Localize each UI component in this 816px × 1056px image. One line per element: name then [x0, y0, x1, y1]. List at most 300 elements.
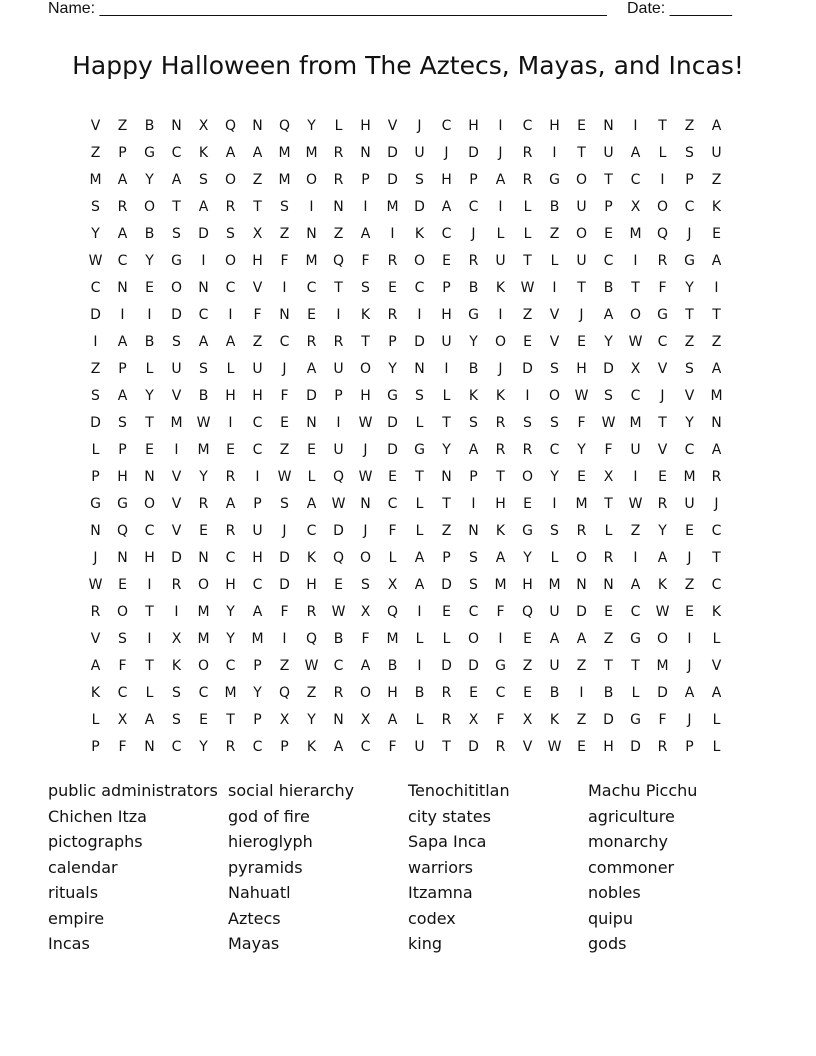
grid-letter[interactable]: I — [282, 630, 287, 647]
grid-letter[interactable]: A — [252, 144, 263, 161]
grid-letter[interactable]: T — [442, 738, 451, 755]
grid-letter[interactable]: X — [198, 117, 209, 134]
grid-letter[interactable]: S — [361, 279, 370, 296]
grid-letter[interactable]: A — [90, 657, 101, 674]
grid-letter[interactable]: W — [304, 657, 319, 674]
grid-letter[interactable]: T — [658, 117, 667, 134]
grid-letter[interactable]: R — [576, 522, 587, 539]
grid-letter[interactable]: Z — [279, 225, 290, 242]
grid-letter[interactable]: V — [387, 117, 398, 134]
grid-letter[interactable]: G — [630, 630, 641, 647]
grid-letter[interactable]: J — [417, 117, 422, 134]
grid-letter[interactable]: N — [360, 495, 371, 512]
grid-letter[interactable]: A — [495, 171, 506, 188]
grid-letter[interactable]: X — [630, 198, 641, 215]
grid-letter[interactable]: H — [441, 171, 452, 188]
grid-letter[interactable]: U — [252, 522, 263, 539]
grid-letter[interactable]: E — [577, 738, 586, 755]
grid-letter[interactable]: J — [363, 441, 368, 458]
grid-letter[interactable]: L — [145, 360, 154, 377]
grid-letter[interactable]: V — [549, 333, 560, 350]
grid-letter[interactable]: Y — [91, 225, 100, 242]
grid-letter[interactable]: K — [306, 549, 317, 566]
grid-letter[interactable]: P — [604, 198, 613, 215]
grid-letter[interactable]: L — [550, 252, 559, 269]
grid-letter[interactable]: D — [468, 144, 479, 161]
grid-letter[interactable]: A — [360, 225, 371, 242]
grid-letter[interactable]: X — [522, 711, 533, 728]
grid-letter[interactable]: T — [577, 279, 586, 296]
grid-letter[interactable]: N — [333, 198, 344, 215]
grid-letter[interactable]: R — [522, 441, 533, 458]
grid-letter[interactable]: O — [575, 225, 588, 242]
grid-letter[interactable]: K — [306, 738, 317, 755]
grid-letter[interactable]: E — [523, 684, 532, 701]
grid-letter[interactable]: G — [90, 495, 101, 512]
grid-letter[interactable]: S — [199, 360, 208, 377]
grid-letter[interactable]: Y — [604, 333, 613, 350]
grid-letter[interactable]: C — [90, 279, 101, 296]
grid-letter[interactable]: C — [279, 333, 290, 350]
grid-letter[interactable]: Z — [630, 522, 641, 539]
grid-letter[interactable]: R — [333, 144, 344, 161]
grid-letter[interactable]: C — [252, 576, 263, 593]
grid-letter[interactable]: S — [469, 549, 478, 566]
grid-letter[interactable]: C — [711, 522, 722, 539]
grid-letter[interactable]: R — [711, 468, 722, 485]
grid-letter[interactable]: W — [88, 576, 103, 593]
grid-letter[interactable]: A — [684, 684, 695, 701]
grid-letter[interactable]: T — [712, 549, 721, 566]
grid-letter[interactable]: I — [417, 603, 422, 620]
grid-letter[interactable]: R — [225, 198, 236, 215]
grid-letter[interactable]: R — [117, 198, 128, 215]
grid-letter[interactable]: R — [333, 333, 344, 350]
grid-letter[interactable]: D — [279, 576, 290, 593]
grid-letter[interactable]: O — [521, 468, 534, 485]
grid-letter[interactable]: P — [469, 171, 478, 188]
grid-letter[interactable]: M — [251, 630, 264, 647]
grid-letter[interactable]: Q — [521, 603, 534, 620]
grid-letter[interactable]: X — [360, 711, 371, 728]
grid-letter[interactable]: Z — [90, 144, 101, 161]
grid-letter[interactable]: K — [414, 225, 425, 242]
grid-letter[interactable]: A — [306, 495, 317, 512]
grid-letter[interactable]: S — [685, 144, 694, 161]
grid-letter[interactable]: E — [577, 468, 586, 485]
grid-letter[interactable]: Q — [278, 684, 291, 701]
grid-letter[interactable]: X — [279, 711, 290, 728]
grid-letter[interactable]: G — [117, 495, 128, 512]
grid-letter[interactable]: Z — [333, 225, 344, 242]
grid-letter[interactable]: N — [603, 117, 614, 134]
grid-letter[interactable]: D — [198, 225, 209, 242]
grid-letter[interactable]: Y — [388, 360, 397, 377]
grid-letter[interactable]: C — [171, 144, 182, 161]
grid-letter[interactable]: W — [574, 387, 589, 404]
grid-letter[interactable]: L — [712, 711, 721, 728]
grid-letter[interactable]: P — [685, 171, 694, 188]
grid-letter[interactable]: B — [549, 198, 560, 215]
grid-letter[interactable]: K — [90, 684, 101, 701]
grid-letter[interactable]: U — [576, 252, 587, 269]
grid-letter[interactable]: E — [145, 279, 154, 296]
grid-letter[interactable]: S — [280, 495, 289, 512]
grid-letter[interactable]: I — [390, 225, 395, 242]
grid-letter[interactable]: H — [495, 495, 506, 512]
grid-letter[interactable]: A — [252, 603, 263, 620]
grid-letter[interactable]: N — [117, 549, 128, 566]
grid-letter[interactable]: A — [225, 144, 236, 161]
grid-letter[interactable]: A — [495, 549, 506, 566]
grid-letter[interactable]: A — [603, 306, 614, 323]
grid-letter[interactable]: O — [197, 657, 210, 674]
grid-letter[interactable]: Q — [116, 522, 129, 539]
grid-letter[interactable]: J — [93, 549, 98, 566]
grid-letter[interactable]: I — [147, 630, 152, 647]
grid-letter[interactable]: O — [656, 630, 669, 647]
grid-letter[interactable]: H — [360, 387, 371, 404]
grid-letter[interactable]: S — [469, 576, 478, 593]
grid-letter[interactable]: J — [687, 225, 692, 242]
grid-letter[interactable]: T — [253, 198, 262, 215]
grid-letter[interactable]: Y — [658, 522, 667, 539]
grid-letter[interactable]: A — [117, 387, 128, 404]
grid-letter[interactable]: I — [417, 306, 422, 323]
grid-letter[interactable]: B — [468, 279, 479, 296]
grid-letter[interactable]: E — [469, 684, 478, 701]
grid-letter[interactable]: W — [331, 495, 346, 512]
grid-letter[interactable]: Z — [711, 171, 722, 188]
grid-letter[interactable]: Z — [684, 333, 695, 350]
grid-letter[interactable]: E — [577, 117, 586, 134]
grid-letter[interactable]: I — [201, 252, 206, 269]
grid-letter[interactable]: N — [360, 144, 371, 161]
grid-letter[interactable]: D — [441, 576, 452, 593]
grid-letter[interactable]: V — [90, 117, 101, 134]
grid-letter[interactable]: N — [90, 522, 101, 539]
grid-letter[interactable]: F — [577, 414, 586, 431]
grid-letter[interactable]: A — [360, 657, 371, 674]
grid-letter[interactable]: M — [629, 414, 642, 431]
grid-letter[interactable]: R — [468, 252, 479, 269]
grid-letter[interactable]: W — [520, 279, 535, 296]
grid-letter[interactable]: V — [711, 657, 722, 674]
grid-letter[interactable]: C — [522, 117, 533, 134]
grid-letter[interactable]: L — [334, 117, 343, 134]
grid-letter[interactable]: E — [307, 306, 316, 323]
grid-letter[interactable]: L — [496, 225, 505, 242]
grid-letter[interactable]: K — [495, 279, 506, 296]
grid-letter[interactable]: U — [549, 603, 560, 620]
grid-letter[interactable]: C — [495, 684, 506, 701]
grid-letter[interactable]: I — [498, 306, 503, 323]
grid-letter[interactable]: M — [305, 144, 318, 161]
grid-letter[interactable]: B — [468, 360, 479, 377]
grid-letter[interactable]: J — [444, 144, 449, 161]
grid-letter[interactable]: R — [657, 738, 668, 755]
grid-letter[interactable]: N — [252, 117, 263, 134]
grid-letter[interactable]: F — [361, 630, 370, 647]
grid-letter[interactable]: A — [117, 171, 128, 188]
grid-letter[interactable]: W — [196, 414, 211, 431]
grid-letter[interactable]: Q — [332, 468, 345, 485]
grid-letter[interactable]: A — [549, 630, 560, 647]
grid-letter[interactable]: C — [252, 414, 263, 431]
grid-letter[interactable]: F — [388, 738, 397, 755]
grid-letter[interactable]: G — [684, 252, 695, 269]
grid-letter[interactable]: A — [711, 117, 722, 134]
grid-letter[interactable]: Y — [253, 684, 262, 701]
grid-letter[interactable]: I — [255, 468, 260, 485]
grid-letter[interactable]: R — [387, 252, 398, 269]
grid-letter[interactable]: R — [306, 333, 317, 350]
grid-letter[interactable]: I — [660, 171, 665, 188]
grid-letter[interactable]: P — [361, 171, 370, 188]
grid-letter[interactable]: Y — [442, 441, 451, 458]
grid-letter[interactable]: C — [225, 279, 236, 296]
grid-letter[interactable]: L — [307, 468, 316, 485]
grid-letter[interactable]: N — [333, 711, 344, 728]
grid-letter[interactable]: D — [387, 441, 398, 458]
grid-letter[interactable]: T — [145, 414, 154, 431]
grid-letter[interactable]: V — [171, 387, 182, 404]
grid-letter[interactable]: Z — [90, 360, 101, 377]
grid-letter[interactable]: N — [144, 738, 155, 755]
grid-letter[interactable]: G — [171, 252, 182, 269]
grid-letter[interactable]: E — [334, 576, 343, 593]
grid-letter[interactable]: Q — [332, 549, 345, 566]
grid-letter[interactable]: E — [442, 252, 451, 269]
grid-letter[interactable]: U — [414, 144, 425, 161]
grid-letter[interactable]: W — [601, 414, 616, 431]
grid-letter[interactable]: M — [278, 171, 291, 188]
grid-letter[interactable]: D — [171, 306, 182, 323]
grid-letter[interactable]: I — [228, 414, 233, 431]
grid-letter[interactable]: Z — [279, 441, 290, 458]
grid-letter[interactable]: S — [415, 171, 424, 188]
grid-letter[interactable]: N — [171, 117, 182, 134]
grid-letter[interactable]: S — [523, 414, 532, 431]
grid-letter[interactable]: C — [684, 441, 695, 458]
grid-letter[interactable]: C — [468, 198, 479, 215]
grid-letter[interactable]: L — [550, 549, 559, 566]
grid-letter[interactable]: E — [226, 441, 235, 458]
grid-letter[interactable]: Y — [307, 711, 316, 728]
grid-letter[interactable]: Y — [145, 171, 154, 188]
grid-letter[interactable]: A — [144, 711, 155, 728]
grid-letter[interactable]: I — [147, 306, 152, 323]
grid-letter[interactable]: X — [387, 576, 398, 593]
grid-letter[interactable]: W — [331, 603, 346, 620]
grid-letter[interactable]: S — [91, 198, 100, 215]
grid-letter[interactable]: X — [360, 603, 371, 620]
grid-letter[interactable]: D — [468, 738, 479, 755]
grid-letter[interactable]: O — [197, 576, 210, 593]
grid-letter[interactable]: E — [658, 468, 667, 485]
grid-letter[interactable]: P — [442, 549, 451, 566]
grid-letter[interactable]: H — [387, 684, 398, 701]
grid-letter[interactable]: E — [712, 225, 721, 242]
grid-letter[interactable]: E — [145, 441, 154, 458]
grid-letter[interactable]: W — [358, 414, 373, 431]
grid-letter[interactable]: F — [361, 252, 370, 269]
grid-letter[interactable]: R — [495, 738, 506, 755]
grid-letter[interactable]: J — [282, 522, 287, 539]
grid-letter[interactable]: M — [305, 252, 318, 269]
grid-letter[interactable]: C — [360, 738, 371, 755]
grid-letter[interactable]: T — [523, 252, 532, 269]
grid-letter[interactable]: M — [386, 630, 399, 647]
grid-letter[interactable]: Y — [550, 468, 559, 485]
grid-letter[interactable]: Y — [199, 738, 208, 755]
grid-letter[interactable]: C — [252, 738, 263, 755]
grid-letter[interactable]: Q — [224, 117, 237, 134]
grid-letter[interactable]: S — [118, 414, 127, 431]
grid-letter[interactable]: R — [225, 522, 236, 539]
grid-letter[interactable]: F — [658, 711, 667, 728]
grid-letter[interactable]: N — [414, 360, 425, 377]
grid-letter[interactable]: D — [657, 684, 668, 701]
grid-letter[interactable]: A — [441, 198, 452, 215]
grid-letter[interactable]: G — [468, 306, 479, 323]
grid-letter[interactable]: T — [604, 171, 613, 188]
grid-letter[interactable]: J — [714, 495, 719, 512]
grid-letter[interactable]: A — [711, 684, 722, 701]
grid-letter[interactable]: I — [120, 306, 125, 323]
grid-letter[interactable]: C — [306, 522, 317, 539]
grid-letter[interactable]: X — [117, 711, 128, 728]
grid-letter[interactable]: I — [552, 279, 557, 296]
grid-letter[interactable]: N — [198, 279, 209, 296]
grid-letter[interactable]: R — [495, 441, 506, 458]
grid-letter[interactable]: Y — [685, 279, 694, 296]
grid-letter[interactable]: P — [685, 738, 694, 755]
grid-letter[interactable]: T — [442, 495, 451, 512]
grid-letter[interactable]: D — [387, 171, 398, 188]
grid-letter[interactable]: D — [603, 711, 614, 728]
grid-letter[interactable]: P — [253, 657, 262, 674]
grid-letter[interactable]: N — [306, 225, 317, 242]
grid-letter[interactable]: C — [549, 441, 560, 458]
grid-letter[interactable]: H — [225, 576, 236, 593]
grid-letter[interactable]: Q — [305, 630, 318, 647]
grid-letter[interactable]: R — [387, 306, 398, 323]
grid-letter[interactable]: U — [441, 333, 452, 350]
grid-letter[interactable]: T — [442, 414, 451, 431]
grid-letter[interactable]: Z — [603, 630, 614, 647]
grid-letter[interactable]: H — [252, 387, 263, 404]
grid-letter[interactable]: C — [144, 522, 155, 539]
grid-letter[interactable]: I — [687, 630, 692, 647]
grid-letter[interactable]: C — [225, 549, 236, 566]
grid-letter[interactable]: Q — [278, 117, 291, 134]
grid-letter[interactable]: Y — [307, 117, 316, 134]
grid-letter[interactable]: V — [549, 306, 560, 323]
grid-letter[interactable]: C — [657, 333, 668, 350]
grid-letter[interactable]: O — [575, 549, 588, 566]
grid-letter[interactable]: C — [630, 603, 641, 620]
grid-letter[interactable]: E — [307, 441, 316, 458]
grid-letter[interactable]: I — [228, 306, 233, 323]
grid-letter[interactable]: F — [496, 711, 505, 728]
grid-letter[interactable]: M — [683, 468, 696, 485]
grid-letter[interactable]: Z — [306, 684, 317, 701]
grid-letter[interactable]: P — [91, 738, 100, 755]
grid-letter[interactable]: T — [226, 711, 235, 728]
grid-letter[interactable]: I — [336, 414, 341, 431]
grid-letter[interactable]: Y — [226, 630, 235, 647]
grid-letter[interactable]: T — [685, 306, 694, 323]
grid-letter[interactable]: I — [552, 495, 557, 512]
grid-letter[interactable]: A — [225, 495, 236, 512]
grid-letter[interactable]: T — [631, 279, 640, 296]
grid-letter[interactable]: P — [280, 738, 289, 755]
grid-letter[interactable]: V — [171, 495, 182, 512]
grid-letter[interactable]: W — [358, 468, 373, 485]
grid-letter[interactable]: D — [576, 603, 587, 620]
grid-letter[interactable]: K — [495, 387, 506, 404]
grid-letter[interactable]: H — [603, 738, 614, 755]
grid-letter[interactable]: M — [710, 387, 723, 404]
grid-letter[interactable]: E — [685, 522, 694, 539]
grid-letter[interactable]: W — [277, 468, 292, 485]
grid-letter[interactable]: G — [414, 441, 425, 458]
grid-letter[interactable]: R — [171, 576, 182, 593]
grid-letter[interactable]: A — [117, 333, 128, 350]
grid-letter[interactable]: O — [143, 495, 156, 512]
grid-letter[interactable]: A — [414, 576, 425, 593]
grid-letter[interactable]: P — [118, 441, 127, 458]
grid-letter[interactable]: W — [628, 495, 643, 512]
grid-letter[interactable]: F — [388, 522, 397, 539]
grid-letter[interactable]: E — [199, 522, 208, 539]
grid-letter[interactable]: B — [387, 657, 398, 674]
grid-letter[interactable]: R — [225, 468, 236, 485]
grid-letter[interactable]: H — [549, 117, 560, 134]
grid-letter[interactable]: T — [712, 306, 721, 323]
grid-letter[interactable]: N — [279, 306, 290, 323]
grid-letter[interactable]: H — [306, 576, 317, 593]
grid-letter[interactable]: C — [711, 576, 722, 593]
grid-letter[interactable]: A — [225, 333, 236, 350]
grid-letter[interactable]: B — [603, 684, 614, 701]
grid-letter[interactable]: V — [684, 387, 695, 404]
grid-letter[interactable]: I — [633, 549, 638, 566]
grid-letter[interactable]: T — [334, 279, 343, 296]
grid-letter[interactable]: R — [90, 603, 101, 620]
grid-letter[interactable]: S — [604, 387, 613, 404]
grid-letter[interactable]: V — [657, 441, 668, 458]
grid-letter[interactable]: Q — [332, 252, 345, 269]
grid-letter[interactable]: F — [253, 306, 262, 323]
grid-letter[interactable]: J — [363, 522, 368, 539]
grid-letter[interactable]: L — [415, 630, 424, 647]
grid-letter[interactable]: Z — [576, 711, 587, 728]
grid-letter[interactable]: A — [171, 171, 182, 188]
grid-letter[interactable]: K — [171, 657, 182, 674]
grid-letter[interactable]: S — [91, 387, 100, 404]
grid-letter[interactable]: W — [628, 333, 643, 350]
grid-letter[interactable]: R — [306, 603, 317, 620]
grid-letter[interactable]: L — [658, 144, 667, 161]
grid-letter[interactable]: M — [224, 684, 237, 701]
grid-letter[interactable]: S — [415, 387, 424, 404]
grid-letter[interactable]: U — [333, 441, 344, 458]
grid-letter[interactable]: C — [441, 225, 452, 242]
grid-letter[interactable]: L — [415, 495, 424, 512]
grid-letter[interactable]: D — [90, 414, 101, 431]
